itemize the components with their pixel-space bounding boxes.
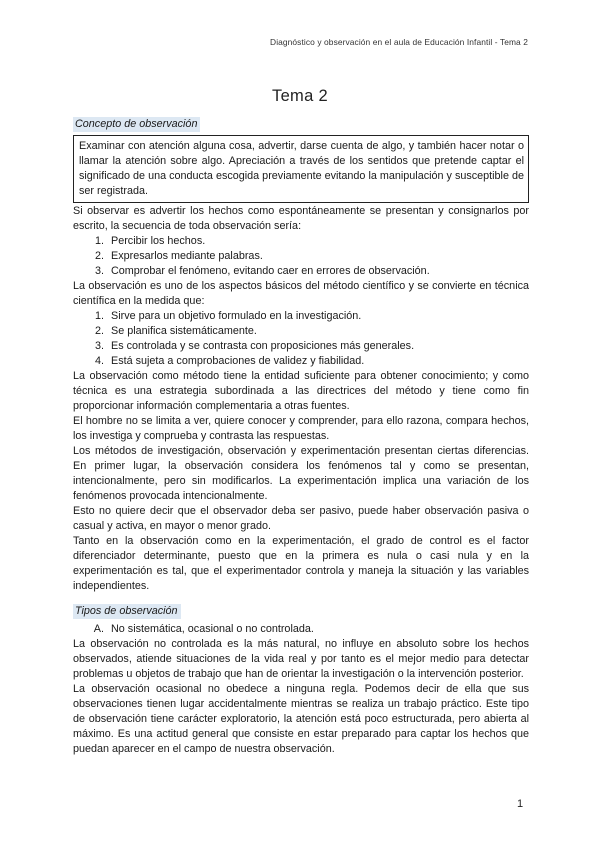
list-item: 2. Se planifica sistemáticamente.: [107, 324, 529, 339]
list-item: 1. Percibir los hechos.: [107, 234, 529, 249]
page-number: 1: [517, 798, 524, 810]
section-heading-concepto: Concepto de observación: [73, 117, 200, 132]
paragraph-intro-technique: La observación es uno de los aspectos básicos del método científico y se convierte en técnica científica en la medida que:: [73, 280, 529, 307]
list-item: 1. Sirve para un objetivo formulado en la investigación.: [107, 309, 529, 324]
paragraph: La observación como método tiene la entidad suficiente para obtener conocimiento; y como técnica es una estrategia subordinada a las directrices del método y tiene como fin proporcionar información complementaria a otras fuentes.: [73, 370, 529, 412]
paragraph: Los métodos de investigación, observación y experimentación presentan ciertas diferencias. En primer lugar, la observación considera los fenómenos tal y como se presentan, intencionalmente, pero sin modificarlos. La experimentación implica una variación de los fenómenos provocada intencionalmente.: [73, 445, 529, 502]
section-spacer: [73, 594, 529, 603]
paragraph: La observación ocasional no obedece a ninguna regla. Podemos decir de ella que sus observaciones tienen lugar accidentalmente mientras se realiza un trabajo práctico. Este tipo de observación tiene carácter exploratorio, la atención está poco estructurada, pero abierta al máximo. Es una actitud general que consiste en estar preparado para captar los hechos que puedan aparecer en el campo de nuestra observación.: [73, 683, 529, 755]
paragraph: La observación no controlada es la más natural, no influye en absoluto sobre los hechos observados, atiende situaciones de la vida real y por tanto es el mejor medio para detectar problemas u objetos de trabajo que han de orientar la investigación o la intervención posterior.: [73, 638, 529, 680]
list-item: 3. Comprobar el fenómeno, evitando caer en errores de observación.: [107, 264, 529, 279]
page-title: Tema 2: [272, 87, 328, 105]
paragraph: Esto no quiere decir que el observador deba ser pasivo, puede haber observación pasiva o casual y activa, en mayor o menor grado.: [73, 505, 529, 532]
paragraph-intro-sequence: Si observar es advertir los hechos como espontáneamente se presentan y consignarlos por escrito, la secuencia de toda observación sería:: [73, 205, 529, 232]
paragraph: Tanto en la observación como en la experimentación, el grado de control es el factor diferenciador determinante, puesto que en la primera es nula o casi nula y en la experimentación es tal, que el experimentador controla y maneja la situación y las variables independientes.: [73, 535, 529, 592]
paragraph: El hombre no se limita a ver, quiere conocer y comprender, para ello razona, compara hechos, los investiga y comprueba y contrasta las respuestas.: [73, 415, 529, 442]
sequence-list: [73, 234, 529, 279]
list-item: A. No sistemática, ocasional o no controlada.: [107, 622, 529, 637]
document-body: [73, 116, 529, 757]
observation-types-list: [73, 622, 529, 637]
definition-box: Examinar con atención alguna cosa, advertir, darse cuenta de algo, y también hacer notar o llamar la atención sobre algo. Apreciación a través de los sentidos que pretende captar el significado de una conducta escogida previamente evitando la manipulación y susceptible de ser registrada.: [73, 135, 529, 203]
list-item: 4. Está sujeta a comprobaciones de validez y fiabilidad.: [107, 354, 529, 369]
list-item: 3. Es controlada y se contrasta con proposiciones más generales.: [107, 339, 529, 354]
technique-conditions-list: [73, 309, 529, 369]
running-header: Diagnóstico y observación en el aula de Educación Infantil - Tema 2: [270, 37, 528, 47]
list-item: 2. Expresarlos mediante palabras.: [107, 249, 529, 264]
section-heading-tipos: Tipos de observación: [73, 604, 181, 619]
